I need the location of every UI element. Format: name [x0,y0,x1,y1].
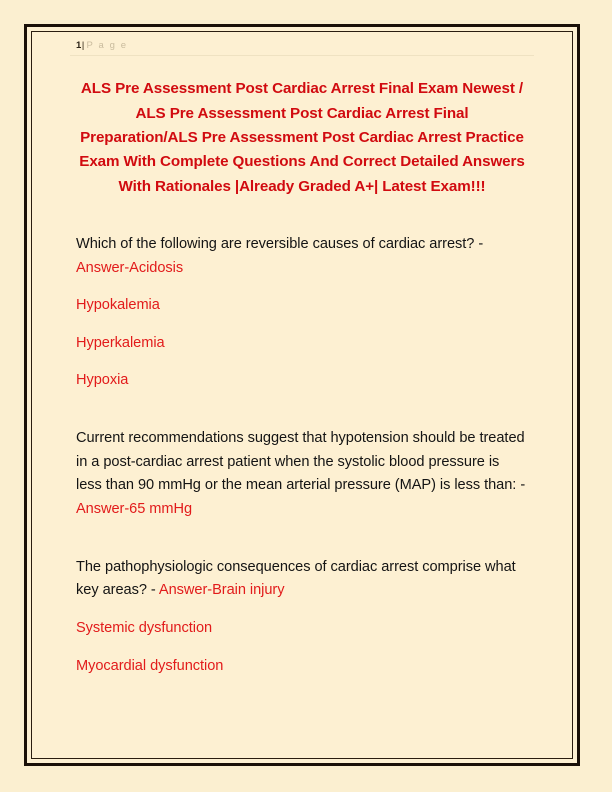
page-header-label: P a g e [86,40,128,51]
option-item: Hyperkalemia [76,334,165,351]
spacer-between-q2-q3 [70,522,534,556]
question-prompt-3: The pathophysiologic consequences of cardiac arrest comprise what key areas? - [76,558,516,599]
document-page-inner-border [31,31,573,759]
option-item: Myocardial dysfunction [76,657,224,674]
document-page-frame [24,24,580,766]
question-text-3 [76,556,528,603]
option-item: Hypokalemia [76,297,160,314]
question-text-1 [76,233,528,280]
document-page-body [32,32,572,758]
option-item: Systemic dysfunction [76,619,213,636]
qa-block-2 [76,427,528,522]
answer-text-1: Answer-Acidosis [76,259,184,276]
qa-block-1 [76,233,528,393]
spacer-between-q1-q2 [70,393,534,427]
question-prompt-2: Current recommendations suggest that hypotension should be treated in a post-cardiac arrest patient when the systolic blood pressure is less than 90 mmHg or the mean arterial pressure (MAP) is less than: - [76,430,526,494]
question-prompt-1: Which of the following are reversible causes of cardiac arrest? - [76,235,484,252]
page-header-separator: | [81,40,87,51]
qa-block-3 [76,556,528,679]
page-number: 1 [76,40,82,51]
document-title: ALS Pre Assessment Post Cardiac Arrest Final Exam Newest / ALS Pre Assessment Post Cardiac Arrest Final Preparation/ALS Pre Assessment Post Cardiac Arrest Practice Exam With Complete Questions And Correct Detailed Answers With Rationales |Already Graded A+| Latest Exam!!! [79,80,525,195]
header-divider [70,55,534,56]
answer-text-2: Answer-65 mmHg [76,501,193,518]
answer-text-3: Answer-Brain injury [158,582,285,599]
option-item: Hypoxia [76,372,129,389]
spacer-after-title [70,199,534,233]
question-text-2 [76,427,528,522]
page-running-header [70,32,534,52]
